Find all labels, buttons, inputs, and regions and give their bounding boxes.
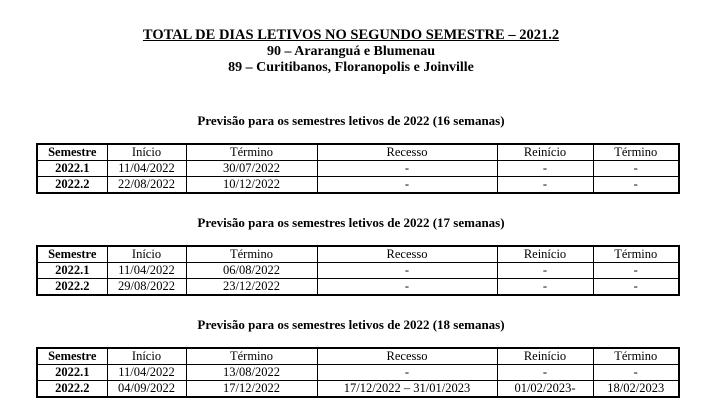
column-header: Início	[107, 348, 186, 365]
value-cell: -	[497, 365, 593, 381]
table-row	[37, 381, 679, 398]
semester-cell: 2022.2	[37, 177, 107, 194]
column-header: Reinício	[497, 144, 593, 161]
value-cell: 06/08/2022	[186, 263, 317, 279]
table-row	[37, 365, 679, 381]
value-cell: 10/12/2022	[186, 177, 317, 194]
value-cell: 29/08/2022	[107, 279, 186, 296]
column-header: Recesso	[317, 144, 497, 161]
column-header: Término	[186, 348, 317, 365]
section-heading-2: Previsão para os semestres letivos de 2022 (17 semanas)	[197, 215, 505, 230]
column-header: Término	[593, 348, 679, 365]
column-header: Término	[593, 246, 679, 263]
value-cell: -	[317, 365, 497, 381]
value-cell: -	[497, 177, 593, 194]
value-cell: 17/12/2022	[186, 381, 317, 398]
column-header: Semestre	[37, 144, 107, 161]
semester-cell: 2022.2	[37, 381, 107, 398]
semester-cell: 2022.1	[37, 161, 107, 177]
value-cell: -	[593, 365, 679, 381]
semester-cell: 2022.2	[37, 279, 107, 296]
forecast-section	[0, 113, 702, 194]
value-cell: -	[317, 177, 497, 194]
column-header: Semestre	[37, 246, 107, 263]
forecast-section	[0, 317, 702, 398]
semester-cell: 2022.1	[37, 365, 107, 381]
value-cell: 11/04/2022	[107, 263, 186, 279]
column-header: Término	[186, 246, 317, 263]
value-cell: -	[593, 263, 679, 279]
value-cell: -	[593, 177, 679, 194]
value-cell: -	[593, 279, 679, 296]
subtitle-line-1: 90 – Araranguá e Blumenau	[266, 44, 435, 59]
table-row	[37, 279, 679, 296]
value-cell: -	[593, 161, 679, 177]
column-header: Término	[186, 144, 317, 161]
value-cell: 04/09/2022	[107, 381, 186, 398]
value-cell: -	[497, 161, 593, 177]
table-header-row	[37, 348, 679, 365]
table-row	[37, 177, 679, 194]
value-cell: 01/02/2023-	[497, 381, 593, 398]
column-header: Reinício	[497, 348, 593, 365]
value-cell: 11/04/2022	[107, 365, 186, 381]
table-row	[37, 263, 679, 279]
value-cell: 18/02/2023	[593, 381, 679, 398]
value-cell: 30/07/2022	[186, 161, 317, 177]
table-header-row	[37, 246, 679, 263]
semester-table	[36, 245, 680, 296]
value-cell: -	[317, 263, 497, 279]
column-header: Reinício	[497, 246, 593, 263]
table-header-row	[37, 144, 679, 161]
sections-container	[0, 113, 702, 398]
value-cell: 17/12/2022 – 31/01/2023	[317, 381, 497, 398]
section-heading-3: Previsão para os semestres letivos de 2022 (18 semanas)	[197, 317, 505, 332]
value-cell: 23/12/2022	[186, 279, 317, 296]
semester-table	[36, 347, 680, 398]
value-cell: -	[497, 279, 593, 296]
forecast-section	[0, 215, 702, 296]
section-heading-1: Previsão para os semestres letivos de 2022 (16 semanas)	[197, 113, 505, 128]
column-header: Recesso	[317, 246, 497, 263]
column-header: Término	[593, 144, 679, 161]
value-cell: -	[317, 279, 497, 296]
value-cell: -	[497, 263, 593, 279]
column-header: Início	[107, 246, 186, 263]
value-cell: 22/08/2022	[107, 177, 186, 194]
semester-cell: 2022.1	[37, 263, 107, 279]
column-header: Semestre	[37, 348, 107, 365]
column-header: Início	[107, 144, 186, 161]
table-row	[37, 161, 679, 177]
page-title: TOTAL DE DIAS LETIVOS NO SEGUNDO SEMESTRE – 2021.2	[142, 27, 560, 43]
value-cell: 11/04/2022	[107, 161, 186, 177]
value-cell: 13/08/2022	[186, 365, 317, 381]
subtitle-line-2: 89 – Curitibanos, Floranopolis e Joinville	[228, 60, 474, 75]
semester-table	[36, 143, 680, 194]
title-block	[0, 0, 702, 76]
column-header: Recesso	[317, 348, 497, 365]
value-cell: -	[317, 161, 497, 177]
